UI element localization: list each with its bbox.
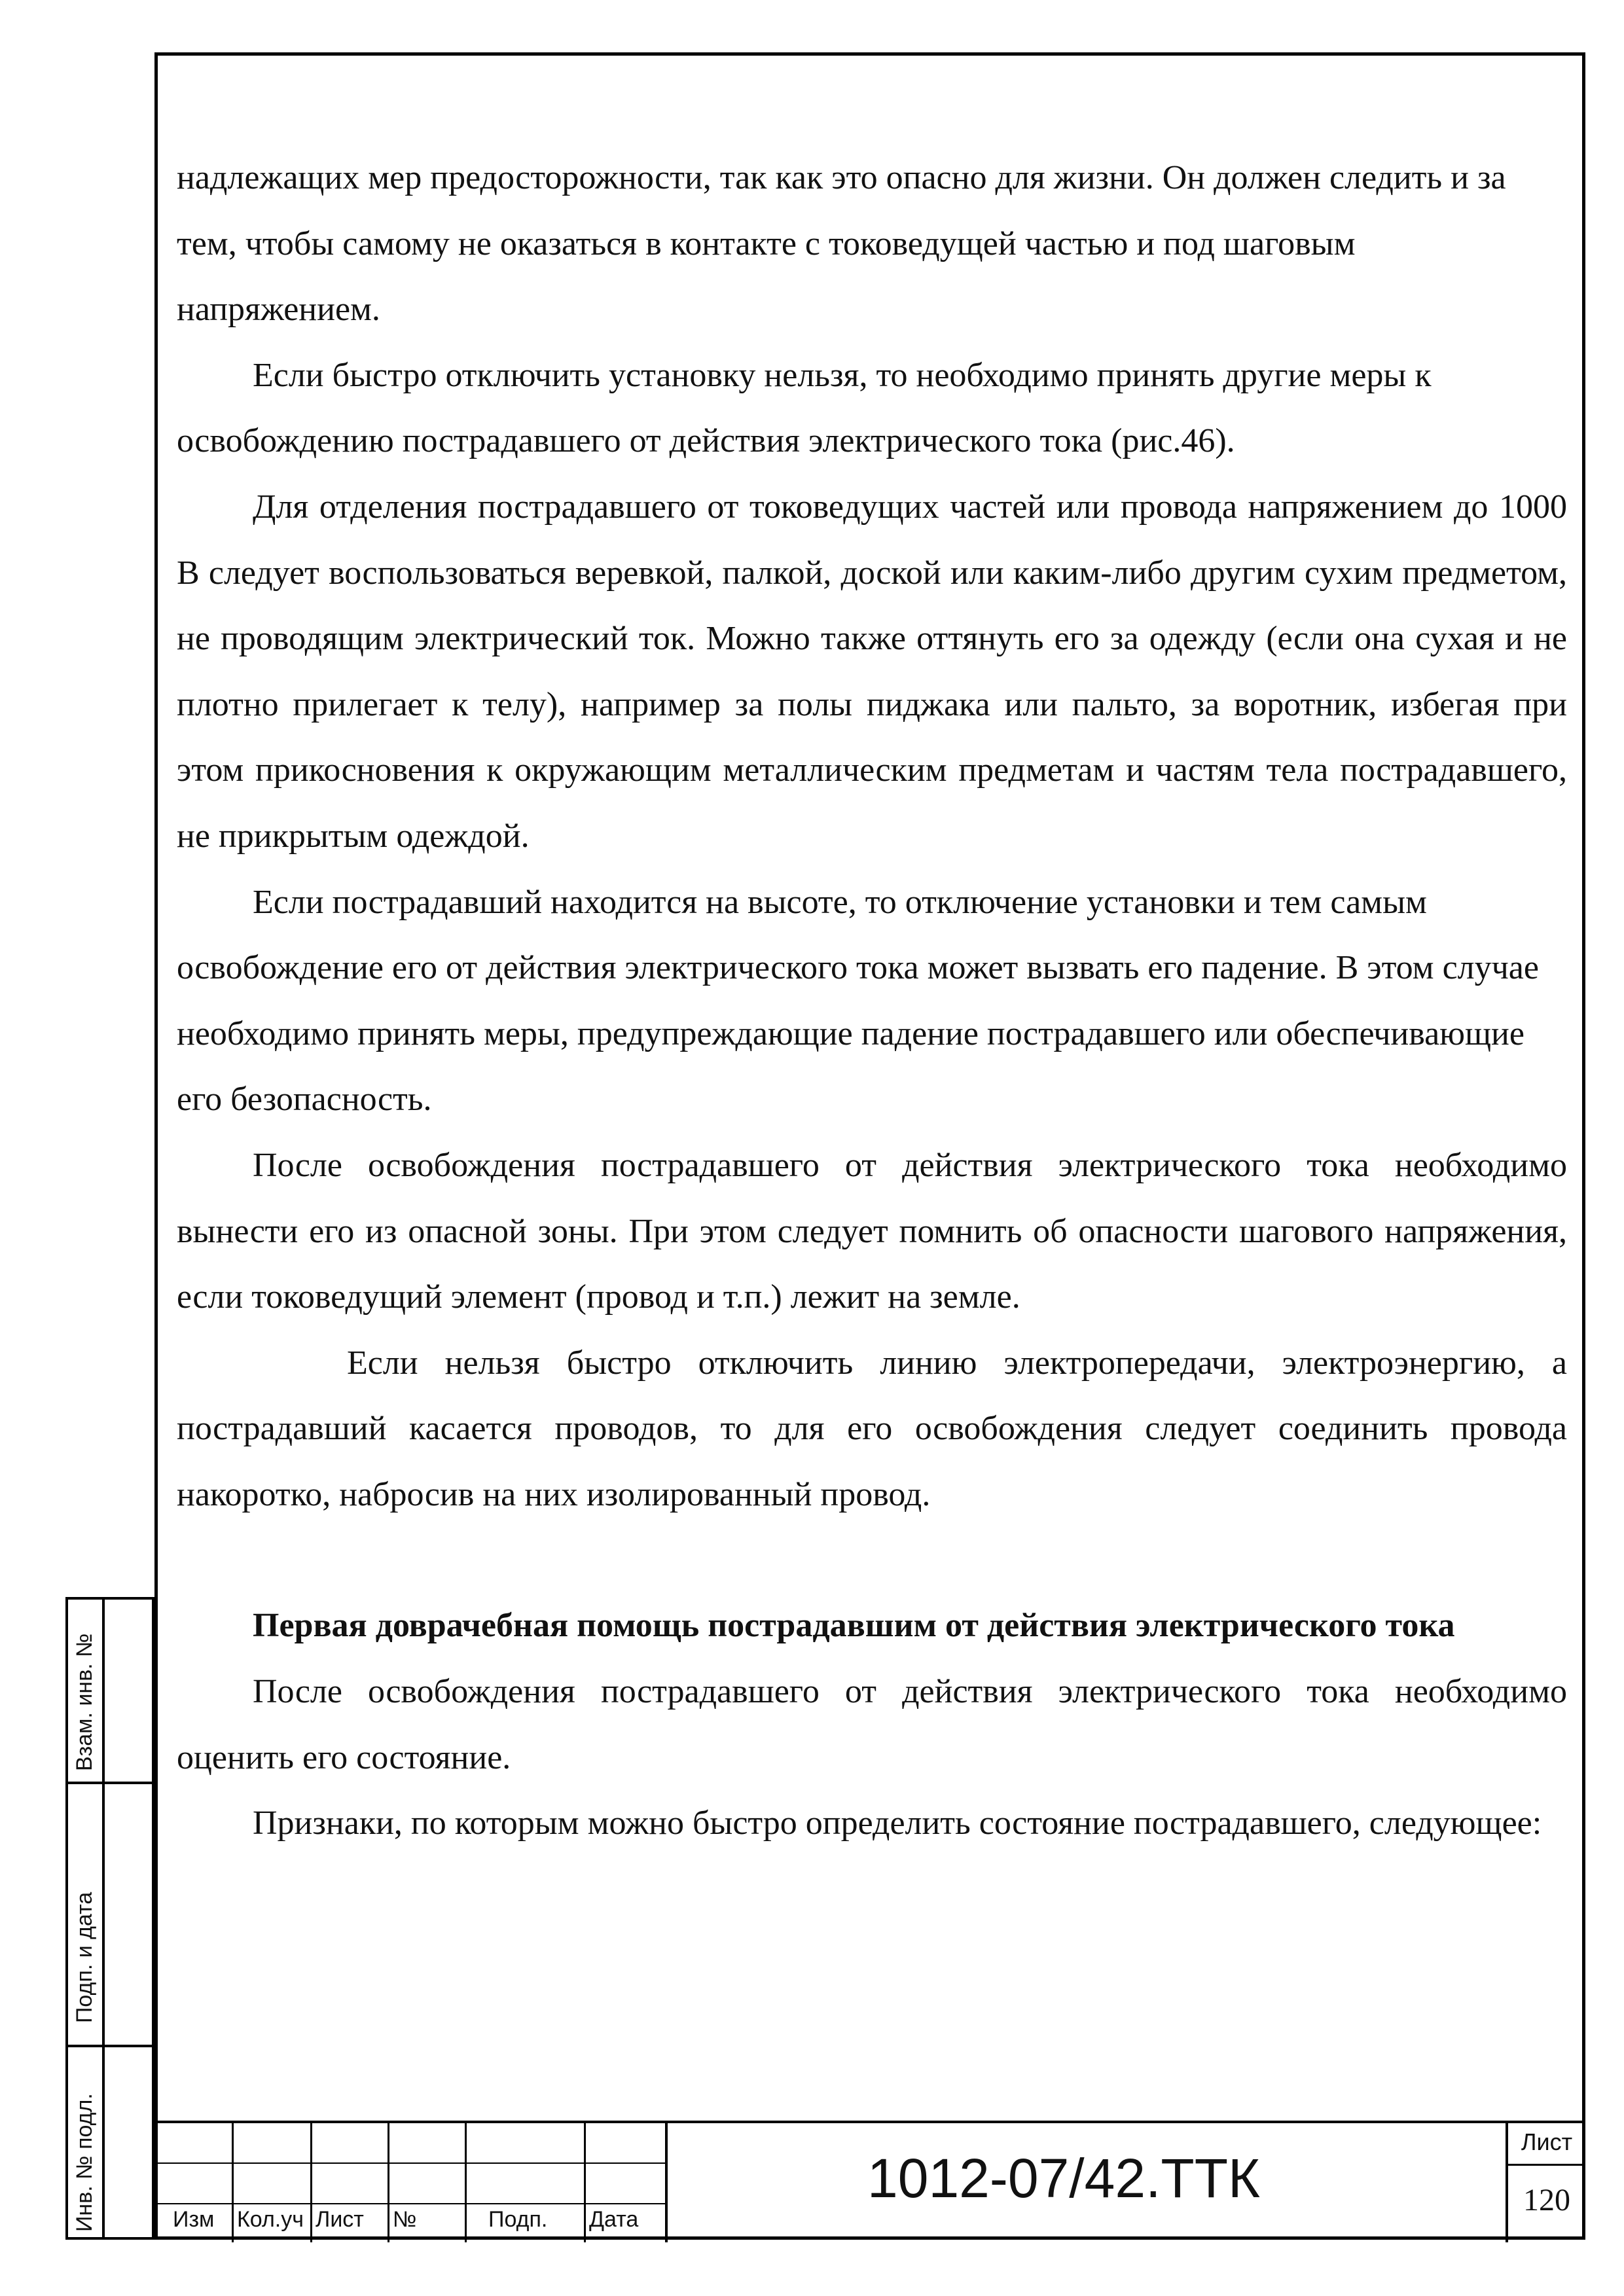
stamp-label-inv: Инв. № подл. [72,2093,97,2232]
paragraph-8: Признаки, по которым можно быстро определить состояние пострадавшего, следующее: [253,1804,1542,1842]
col-podp: Подп. [488,2207,548,2232]
document-code: 1012-07/42.ТТК [867,2147,1260,2209]
stamp-cell-inv [65,2045,154,2240]
side-stamp [65,1597,154,2240]
sheet-number: 120 [1523,2183,1570,2217]
col-num: № [393,2207,417,2232]
document-body [177,145,1567,1857]
paragraph-2: Если быстро отключить установку нельзя, то необходимо принять другие меры к освобождению пострадавшего от действия электрического тока (рис.46). [177,356,1432,460]
paragraph-7: После освобождения пострадавшего от действия электрического тока необходимо оценить его состояние. [177,1673,1567,1776]
paragraph-4: Если пострадавший находится на высоте, то отключение установки и тем самым освобождение его от действия электрического тока может вызвать его падение. В этом случае необходимо принять меры, предупреждающие падение пострадавшего или обеспечивающие его безопасность. [177,883,1539,1119]
col-izm: Изм [173,2207,215,2232]
title-block [154,2121,1585,2240]
section-heading: Первая доврачебная помощь пострадавшим от действия электрического тока [253,1607,1455,1645]
stamp-label-vzam: Взам. инв. № [72,1633,97,1771]
spacer [177,1528,1567,1593]
paragraph-5: После освобождения пострадавшего от действия электрического тока необходимо вынести его из опасной зоны. При этом следует помнить об опасности шагового напряжения, если токоведущий элемент (провод и т.п.) лежит на земле. [177,1146,1567,1316]
col-list: Лист [316,2207,364,2232]
col-data: Дата [589,2207,639,2232]
paragraph-6: Если нельзя быстро отключить линию электропередачи, электроэнергию, а пострадавший касается проводов, то для его освобождения следует соединить провода накоротко, набросив на них изолированный провод. [177,1344,1567,1513]
revision-grid [154,2123,665,2242]
stamp-label-podp: Подп. и дата [72,1892,97,2023]
col-kol-uch: Кол.уч [237,2207,304,2232]
sheet-label: Лист [1521,2128,1573,2155]
paragraph-3: Для отделения пострадавшего от токоведущих частей или провода напряжением до 1000 В следует воспользоваться веревкой, палкой, доской или каким-либо другим сухим предметом, не проводящим электрический ток. Можно также оттянуть его за одежду (если она сухая и не плотно прилегает к телу), например за полы пиджака или пальто, за воротник, избегая при этом прикосновения к окружающим металлическим предметам и частям тела пострадавшего, не прикрытым одеждой. [177,488,1567,855]
stamp-cell-podp [65,1782,154,2045]
paragraph-1: надлежащих мер предосторожности, так как это опасно для жизни. Он должен следить и за тем, чтобы самому не оказаться в контакте с токоведущей частью и под шаговым напряжением. [177,159,1506,329]
stamp-cell-vzam [65,1597,154,1782]
